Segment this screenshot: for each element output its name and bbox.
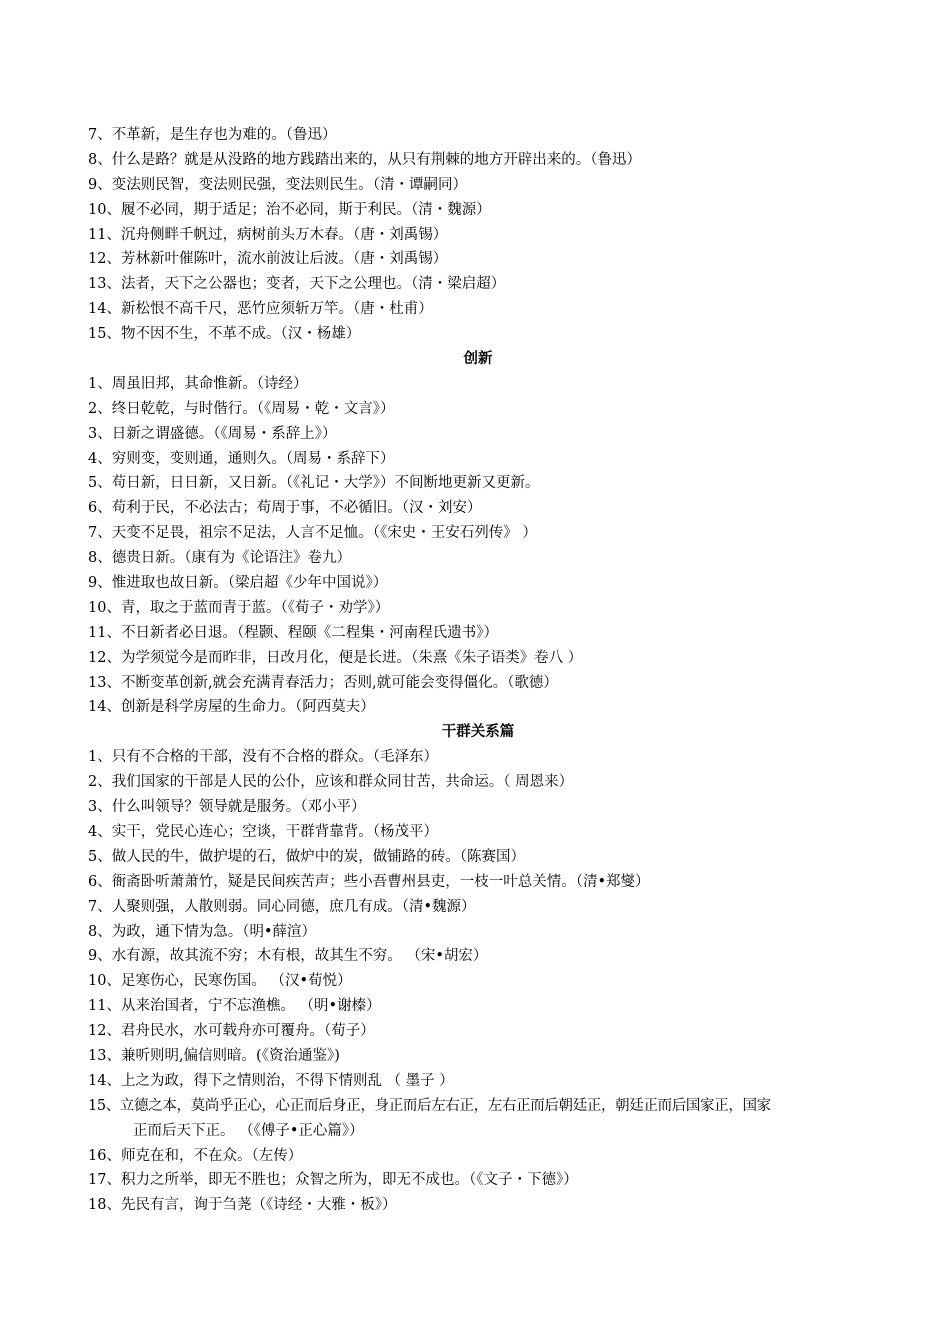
- quote-line: 8、为政，通下情为急。（明•薛渲）: [88, 923, 317, 940]
- quote-line: 1、只有不合格的干部，没有不合格的群众。（毛泽东）: [88, 749, 438, 766]
- quote-line-continuation: 正而后天下正。 （《傅子•正心篇》）: [133, 1122, 364, 1139]
- quote-line: 7、天变不足畏，祖宗不足法，人言不足恤。（《宋史・王安石列传》 ）: [88, 525, 537, 542]
- quote-line: 10、青，取之于蓝而青于蓝。（《荀子・劝学》）: [88, 599, 390, 616]
- quote-line: 4、实干，党民心连心；空谈，干群背靠背。（杨茂平）: [88, 823, 438, 840]
- section-heading-cadre-mass-relations: 干群关系篇: [441, 723, 515, 741]
- quote-line: 16、师克在和，不在众。（左传）: [88, 1147, 303, 1164]
- quote-line: 12、为学须觉今是而昨非，日改月化，便是长进。（朱熹《朱子语类》卷八 ）: [88, 649, 583, 666]
- quote-line: 9、水有源，故其流不穷；木有根，故其生不穷。 （宋•胡宏）: [88, 948, 488, 965]
- document-body: [88, 123, 868, 1218]
- quote-line: 10、履不必同，期于适足；治不必同，斯于利民。（清・魏源）: [88, 201, 491, 218]
- quote-line: 17、积力之所举，即无不胜也；众智之所为，即无不成也。（《文子・下德》）: [88, 1172, 578, 1189]
- quote-line: 11、沉舟侧畔千帆过，病树前头万木春。（唐・刘禹锡）: [88, 226, 448, 243]
- quote-line: 11、不日新者必日退。（程颢、程颐《二程集・河南程氏遗书》）: [88, 624, 498, 641]
- quote-line: 15、物不因不生，不革不成。（汉・杨雄）: [88, 326, 361, 343]
- quote-line: 3、什么叫领导？领导就是服务。（邓小平）: [88, 799, 366, 816]
- quote-line: 3、日新之谓盛德。（《周易・系辞上》）: [88, 425, 337, 442]
- quote-line: 13、兼听则明,偏信则暗。(《资治通鉴》): [88, 1047, 340, 1064]
- quote-line: 8、德贵日新。（康有为《论语注》卷九）: [88, 550, 351, 567]
- quote-line: 10、足寒伤心，民寒伤国。 （汉•荀悦）: [88, 973, 352, 990]
- quote-line: 2、我们国家的干部是人民的公仆，应该和群众同甘苦，共命运。（ 周恩来）: [88, 774, 574, 791]
- quote-line: 14、上之为政，得下之情则治，不得下情则乱 （ 墨子 ）: [88, 1072, 454, 1089]
- quote-line: 1、周虽旧邦，其命惟新。（诗经）: [88, 375, 308, 392]
- quote-list-reform: [88, 123, 868, 347]
- quote-line: 13、不断变革创新,就会充满青春活力；否则,就可能会变得僵化。（歌德）: [88, 674, 558, 691]
- quote-list-cadre-mass: [88, 745, 868, 1093]
- section-heading-innovation: 创新: [463, 350, 493, 368]
- quote-line: 5、做人民的牛，做护堤的石，做炉中的炭，做铺路的砖。（陈赛国）: [88, 848, 525, 865]
- quote-line: 18、先民有言，询于刍荛（《诗经・大雅・板》）: [88, 1197, 397, 1214]
- quote-line: 12、芳林新叶催陈叶，流水前波让后波。（唐・刘禹锡）: [88, 251, 448, 268]
- quote-line: 15、立德之本，莫尚乎正心，心正而后身正，身正而后左右正，左右正而后朝廷正，朝廷正而后国家正，国家: [88, 1097, 771, 1114]
- quote-line: 4、穷则变，变则通，通则久。（周易・系辞下）: [88, 450, 395, 467]
- quote-line: 7、人聚则强，人散则弱。同心同德，庶几有成。（清•魏源）: [88, 898, 476, 915]
- quote-line: 8、什么是路？就是从没路的地方践踏出来的，从只有荆棘的地方开辟出来的。（鲁迅）: [88, 151, 641, 168]
- quote-line: 5、苟日新，日日新，又日新。（《礼记・大学》）不间断地更新又更新。: [88, 475, 540, 492]
- quote-line: 2、终日乾乾，与时偕行。（《周易・乾・文言》）: [88, 400, 395, 417]
- quote-line: 14、新松恨不高千尺，恶竹应须斩万竿。（唐・杜甫）: [88, 301, 433, 318]
- quote-line: 9、惟进取也故日新。（梁启超《少年中国说》）: [88, 575, 388, 592]
- quote-line: 13、法者，天下之公器也；变者，天下之公理也。（清・梁启超）: [88, 276, 506, 293]
- quote-line: 9、变法则民智，变法则民强，变法则民生。（清・谭嗣同）: [88, 176, 467, 193]
- quote-line: 12、君舟民水，水可载舟亦可覆舟。（荀子）: [88, 1023, 375, 1040]
- quote-item-wrapped: [88, 1094, 868, 1144]
- quote-line: 6、苟利于民，不必法古；苟周于事，不必循旧。（汉・刘安）: [88, 500, 482, 517]
- quote-line: 11、从来治国者，宁不忘渔樵。 （明•谢榛）: [88, 998, 381, 1015]
- quote-line: 7、不革新，是生存也为难的。（鲁迅）: [88, 127, 337, 143]
- quote-line: 6、衙斋卧听萧萧竹，疑是民间疾苦声；些小吾曹州县吏，一枝一叶总关情。（清•郑燮）: [88, 873, 650, 890]
- quote-list-innovation: [88, 372, 868, 720]
- quote-list-cadre-mass-continued: [88, 1144, 868, 1219]
- quote-line: 14、创新是科学房屋的生命力。（阿西莫夫）: [88, 699, 375, 716]
